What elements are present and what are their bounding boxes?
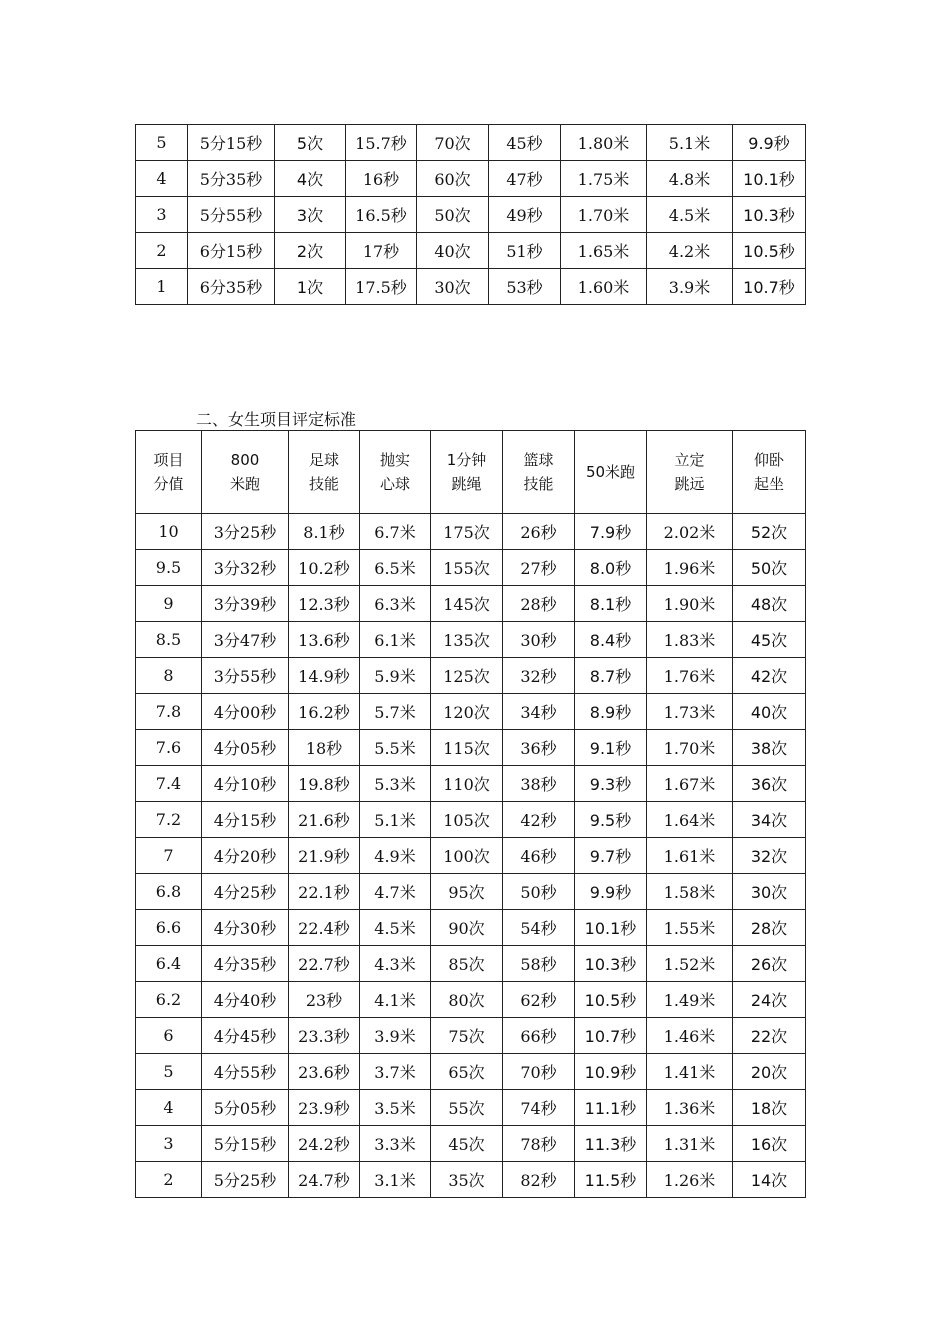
table-cell: 3分55秒 (202, 658, 289, 694)
table-cell: 34次 (733, 802, 806, 838)
table-cell: 4.1米 (360, 982, 431, 1018)
table-cell: 6 (136, 1018, 202, 1054)
table-cell: 1.46米 (647, 1018, 733, 1054)
table-cell: 54秒 (503, 910, 575, 946)
table-cell: 8.7秒 (575, 658, 647, 694)
table-cell: 74秒 (503, 1090, 575, 1126)
table-cell: 62秒 (503, 982, 575, 1018)
table-cell: 30次 (733, 874, 806, 910)
table-cell: 1.67米 (647, 766, 733, 802)
table-cell: 5 (136, 1054, 202, 1090)
table-body (136, 125, 806, 305)
table-cell: 8.5 (136, 622, 202, 658)
table-cell: 1次 (275, 269, 346, 305)
table-cell: 1.76米 (647, 658, 733, 694)
section-title: 二、女生项目评定标准 (196, 410, 357, 429)
column-header-line: 米跑 (229, 475, 260, 493)
table-cell: 24.7秒 (289, 1162, 360, 1198)
table-cell: 3分32秒 (202, 550, 289, 586)
table-cell: 8.0秒 (575, 550, 647, 586)
table-row (136, 802, 806, 838)
table-cell: 23.9秒 (289, 1090, 360, 1126)
table-cell: 5.3米 (360, 766, 431, 802)
table-cell: 5.9米 (360, 658, 431, 694)
column-header-line: 1分钟 (446, 451, 487, 469)
table-cell: 16秒 (346, 161, 417, 197)
table-cell: 10.3秒 (733, 197, 806, 233)
table-cell: 47秒 (489, 161, 561, 197)
female-standards-table (135, 430, 806, 1198)
table-cell: 7.4 (136, 766, 202, 802)
table-cell: 100次 (431, 838, 503, 874)
table-cell: 65次 (431, 1054, 503, 1090)
table-cell: 15.7秒 (346, 125, 417, 161)
table-cell: 5分15秒 (202, 1126, 289, 1162)
table-cell: 1.52米 (647, 946, 733, 982)
table-cell: 70秒 (503, 1054, 575, 1090)
table-cell: 3次 (275, 197, 346, 233)
table-cell: 26次 (733, 946, 806, 982)
table-cell: 3.5米 (360, 1090, 431, 1126)
table-header (136, 431, 806, 514)
table-row (136, 269, 806, 305)
table-row (136, 233, 806, 269)
table-cell: 7 (136, 838, 202, 874)
table-cell: 24次 (733, 982, 806, 1018)
table-cell: 35次 (431, 1162, 503, 1198)
table-cell: 155次 (431, 550, 503, 586)
table-cell: 45次 (431, 1126, 503, 1162)
table-cell: 7.9秒 (575, 514, 647, 550)
table-row (136, 550, 806, 586)
table-cell: 32次 (733, 838, 806, 874)
table-row (136, 658, 806, 694)
table-cell: 27秒 (503, 550, 575, 586)
table-cell: 23.6秒 (289, 1054, 360, 1090)
table-cell: 8.1秒 (289, 514, 360, 550)
table-cell: 6.1米 (360, 622, 431, 658)
table-cell: 9.1秒 (575, 730, 647, 766)
table-cell: 4次 (275, 161, 346, 197)
table-cell: 9.3秒 (575, 766, 647, 802)
table-cell: 82秒 (503, 1162, 575, 1198)
table-cell: 7.2 (136, 802, 202, 838)
table-cell: 70次 (417, 125, 489, 161)
table-cell: 10.5秒 (575, 982, 647, 1018)
table-cell: 4分40秒 (202, 982, 289, 1018)
table-row (136, 1090, 806, 1126)
table-cell: 21.9秒 (289, 838, 360, 874)
table-cell: 36次 (733, 766, 806, 802)
table-cell: 6.3米 (360, 586, 431, 622)
table-cell: 28次 (733, 910, 806, 946)
table-row (136, 1054, 806, 1090)
table-cell: 115次 (431, 730, 503, 766)
table-cell: 18秒 (289, 730, 360, 766)
table-cell: 4.5米 (647, 197, 733, 233)
table-cell: 1.36米 (647, 1090, 733, 1126)
column-header (202, 431, 289, 514)
table-cell: 50次 (417, 197, 489, 233)
table-cell: 1.80米 (561, 125, 647, 161)
table-cell: 4.9米 (360, 838, 431, 874)
table-cell: 6.5米 (360, 550, 431, 586)
table-cell: 10.7秒 (733, 269, 806, 305)
table-cell: 42秒 (503, 802, 575, 838)
table-cell: 4分25秒 (202, 874, 289, 910)
table-cell: 3分25秒 (202, 514, 289, 550)
table-cell: 11.1秒 (575, 1090, 647, 1126)
table-cell: 4分55秒 (202, 1054, 289, 1090)
column-header (431, 431, 503, 514)
table-cell: 10.1秒 (733, 161, 806, 197)
table-cell: 8.9秒 (575, 694, 647, 730)
table-cell: 2 (136, 1162, 202, 1198)
table-cell: 4 (136, 1090, 202, 1126)
table-cell: 23.3秒 (289, 1018, 360, 1054)
table-cell: 17秒 (346, 233, 417, 269)
table-cell: 55次 (431, 1090, 503, 1126)
table-cell: 1.73米 (647, 694, 733, 730)
table-cell: 9 (136, 586, 202, 622)
table-cell: 1.83米 (647, 622, 733, 658)
table-cell: 46秒 (503, 838, 575, 874)
table-cell: 1.90米 (647, 586, 733, 622)
table-cell: 22.1秒 (289, 874, 360, 910)
table-cell: 5.1米 (647, 125, 733, 161)
table-cell: 40次 (733, 694, 806, 730)
table-cell: 5.5米 (360, 730, 431, 766)
table-cell: 4分30秒 (202, 910, 289, 946)
table-cell: 38秒 (503, 766, 575, 802)
column-header-line: 跳远 (674, 475, 705, 493)
table-cell: 1.41米 (647, 1054, 733, 1090)
table-cell: 95次 (431, 874, 503, 910)
table-cell: 5分35秒 (188, 161, 275, 197)
table-cell: 135次 (431, 622, 503, 658)
table-cell: 1.70米 (647, 730, 733, 766)
column-header-line: 项目 (153, 451, 184, 469)
column-header (647, 431, 733, 514)
table-cell: 5分25秒 (202, 1162, 289, 1198)
table-row (136, 1018, 806, 1054)
table-cell: 16.2秒 (289, 694, 360, 730)
table-row (136, 197, 806, 233)
table-cell: 4.5米 (360, 910, 431, 946)
table-cell: 49秒 (489, 197, 561, 233)
table-row (136, 514, 806, 550)
column-header (136, 431, 202, 514)
table-cell: 8.1秒 (575, 586, 647, 622)
table-cell: 10.1秒 (575, 910, 647, 946)
table-cell: 16.5秒 (346, 197, 417, 233)
table-cell: 1.75米 (561, 161, 647, 197)
column-header-line: 足球 (308, 451, 339, 469)
table-cell: 9.5 (136, 550, 202, 586)
table-cell: 17.5秒 (346, 269, 417, 305)
table-cell: 3.7米 (360, 1054, 431, 1090)
table-cell: 26秒 (503, 514, 575, 550)
table-cell: 50秒 (503, 874, 575, 910)
table-cell: 90次 (431, 910, 503, 946)
table-cell: 1.58米 (647, 874, 733, 910)
table-cell: 3分47秒 (202, 622, 289, 658)
table-row (136, 1126, 806, 1162)
table-cell: 30秒 (503, 622, 575, 658)
table-cell: 14次 (733, 1162, 806, 1198)
table-cell: 10.7秒 (575, 1018, 647, 1054)
column-header (289, 431, 360, 514)
table-cell: 53秒 (489, 269, 561, 305)
table-cell: 23秒 (289, 982, 360, 1018)
column-header-line: 分值 (153, 475, 184, 493)
table-cell: 20次 (733, 1054, 806, 1090)
table-cell: 4分45秒 (202, 1018, 289, 1054)
table-cell: 66秒 (503, 1018, 575, 1054)
table-body (136, 514, 806, 1198)
table-row (136, 874, 806, 910)
table-cell: 3 (136, 1126, 202, 1162)
table-cell: 5.1米 (360, 802, 431, 838)
table-cell: 10.3秒 (575, 946, 647, 982)
table-cell: 16次 (733, 1126, 806, 1162)
table-row (136, 946, 806, 982)
table-cell: 1.60米 (561, 269, 647, 305)
column-header-line: 50米跑 (585, 463, 636, 481)
table-cell: 4分20秒 (202, 838, 289, 874)
table-cell: 4.2米 (647, 233, 733, 269)
table-row (136, 838, 806, 874)
table-cell: 6.8 (136, 874, 202, 910)
table-cell: 8 (136, 658, 202, 694)
table-cell: 9.5秒 (575, 802, 647, 838)
table-cell: 4分35秒 (202, 946, 289, 982)
table-cell: 48次 (733, 586, 806, 622)
table-cell: 1.26米 (647, 1162, 733, 1198)
table-cell: 6分35秒 (188, 269, 275, 305)
table-cell: 4分15秒 (202, 802, 289, 838)
table-cell: 21.6秒 (289, 802, 360, 838)
table-cell: 10 (136, 514, 202, 550)
table-cell: 50次 (733, 550, 806, 586)
table-cell: 4分05秒 (202, 730, 289, 766)
table-cell: 7.8 (136, 694, 202, 730)
table-cell: 125次 (431, 658, 503, 694)
column-header (503, 431, 575, 514)
table-cell: 3分39秒 (202, 586, 289, 622)
table-cell: 24.2秒 (289, 1126, 360, 1162)
table-row (136, 730, 806, 766)
table-cell: 4分00秒 (202, 694, 289, 730)
column-header (360, 431, 431, 514)
male-standards-table-continued (135, 124, 806, 305)
table-cell: 6.2 (136, 982, 202, 1018)
table-cell: 45秒 (489, 125, 561, 161)
table-row (136, 161, 806, 197)
table-cell: 1.96米 (647, 550, 733, 586)
table-row (136, 586, 806, 622)
table-row (136, 766, 806, 802)
table-cell: 7.6 (136, 730, 202, 766)
table-row (136, 910, 806, 946)
table-cell: 5分15秒 (188, 125, 275, 161)
table-cell: 22.7秒 (289, 946, 360, 982)
table-cell: 75次 (431, 1018, 503, 1054)
column-header-line: 篮球 (523, 451, 554, 469)
column-header-line: 立定 (674, 451, 705, 469)
table-cell: 14.9秒 (289, 658, 360, 694)
table-cell: 3 (136, 197, 188, 233)
table-cell: 5分55秒 (188, 197, 275, 233)
table-cell: 1.31米 (647, 1126, 733, 1162)
table-cell: 4.7米 (360, 874, 431, 910)
table-cell: 3.9米 (647, 269, 733, 305)
table-cell: 5 (136, 125, 188, 161)
column-header-line: 跳绳 (451, 475, 482, 493)
table-cell: 110次 (431, 766, 503, 802)
table-row (136, 1162, 806, 1198)
table-cell: 9.9秒 (575, 874, 647, 910)
table-cell: 19.8秒 (289, 766, 360, 802)
column-header (733, 431, 806, 514)
table-cell: 34秒 (503, 694, 575, 730)
column-header-line: 起坐 (753, 475, 784, 493)
table-cell: 8.4秒 (575, 622, 647, 658)
table-cell: 80次 (431, 982, 503, 1018)
table-cell: 6分15秒 (188, 233, 275, 269)
table-cell: 1.64米 (647, 802, 733, 838)
table-cell: 30次 (417, 269, 489, 305)
table-row (136, 694, 806, 730)
table-row (136, 125, 806, 161)
table-cell: 3.9米 (360, 1018, 431, 1054)
table-cell: 36秒 (503, 730, 575, 766)
table-cell: 51秒 (489, 233, 561, 269)
column-header-line: 800 (230, 451, 260, 469)
table-cell: 4.3米 (360, 946, 431, 982)
table-cell: 78秒 (503, 1126, 575, 1162)
table-cell: 6.6 (136, 910, 202, 946)
table-cell: 52次 (733, 514, 806, 550)
table-cell: 6.7米 (360, 514, 431, 550)
table-cell: 1.65米 (561, 233, 647, 269)
table-cell: 5.7米 (360, 694, 431, 730)
table-cell: 58秒 (503, 946, 575, 982)
table-cell: 2次 (275, 233, 346, 269)
column-header-line: 技能 (308, 475, 339, 493)
table-cell: 175次 (431, 514, 503, 550)
table-cell: 4 (136, 161, 188, 197)
table-cell: 3.3米 (360, 1126, 431, 1162)
table-cell: 120次 (431, 694, 503, 730)
table-cell: 6.4 (136, 946, 202, 982)
table-cell: 105次 (431, 802, 503, 838)
table-cell: 5分05秒 (202, 1090, 289, 1126)
column-header-line: 技能 (523, 475, 554, 493)
table-row (136, 982, 806, 1018)
table-cell: 18次 (733, 1090, 806, 1126)
table-cell: 11.3秒 (575, 1126, 647, 1162)
table-cell: 2 (136, 233, 188, 269)
table-cell: 3.1米 (360, 1162, 431, 1198)
table-cell: 45次 (733, 622, 806, 658)
table-cell: 9.7秒 (575, 838, 647, 874)
table-cell: 10.9秒 (575, 1054, 647, 1090)
column-header-line: 抛实 (379, 451, 410, 469)
table-cell: 4分10秒 (202, 766, 289, 802)
table-cell: 42次 (733, 658, 806, 694)
table-cell: 1.61米 (647, 838, 733, 874)
header-row (136, 431, 806, 514)
table-cell: 5次 (275, 125, 346, 161)
table-cell: 32秒 (503, 658, 575, 694)
table-cell: 9.9秒 (733, 125, 806, 161)
table-cell: 10.2秒 (289, 550, 360, 586)
table-cell: 4.8米 (647, 161, 733, 197)
table-cell: 60次 (417, 161, 489, 197)
column-header-line: 仰卧 (753, 451, 784, 469)
table-cell: 85次 (431, 946, 503, 982)
table-cell: 1.49米 (647, 982, 733, 1018)
table-cell: 13.6秒 (289, 622, 360, 658)
table-cell: 38次 (733, 730, 806, 766)
table-cell: 2.02米 (647, 514, 733, 550)
table-cell: 1.70米 (561, 197, 647, 233)
table-cell: 28秒 (503, 586, 575, 622)
column-header (575, 431, 647, 514)
table-cell: 1 (136, 269, 188, 305)
table-cell: 10.5秒 (733, 233, 806, 269)
table-cell: 11.5秒 (575, 1162, 647, 1198)
table-cell: 12.3秒 (289, 586, 360, 622)
column-header-line: 心球 (379, 475, 410, 493)
table-cell: 40次 (417, 233, 489, 269)
table-cell: 22次 (733, 1018, 806, 1054)
table-row (136, 622, 806, 658)
table-cell: 1.55米 (647, 910, 733, 946)
table-cell: 145次 (431, 586, 503, 622)
table-cell: 22.4秒 (289, 910, 360, 946)
